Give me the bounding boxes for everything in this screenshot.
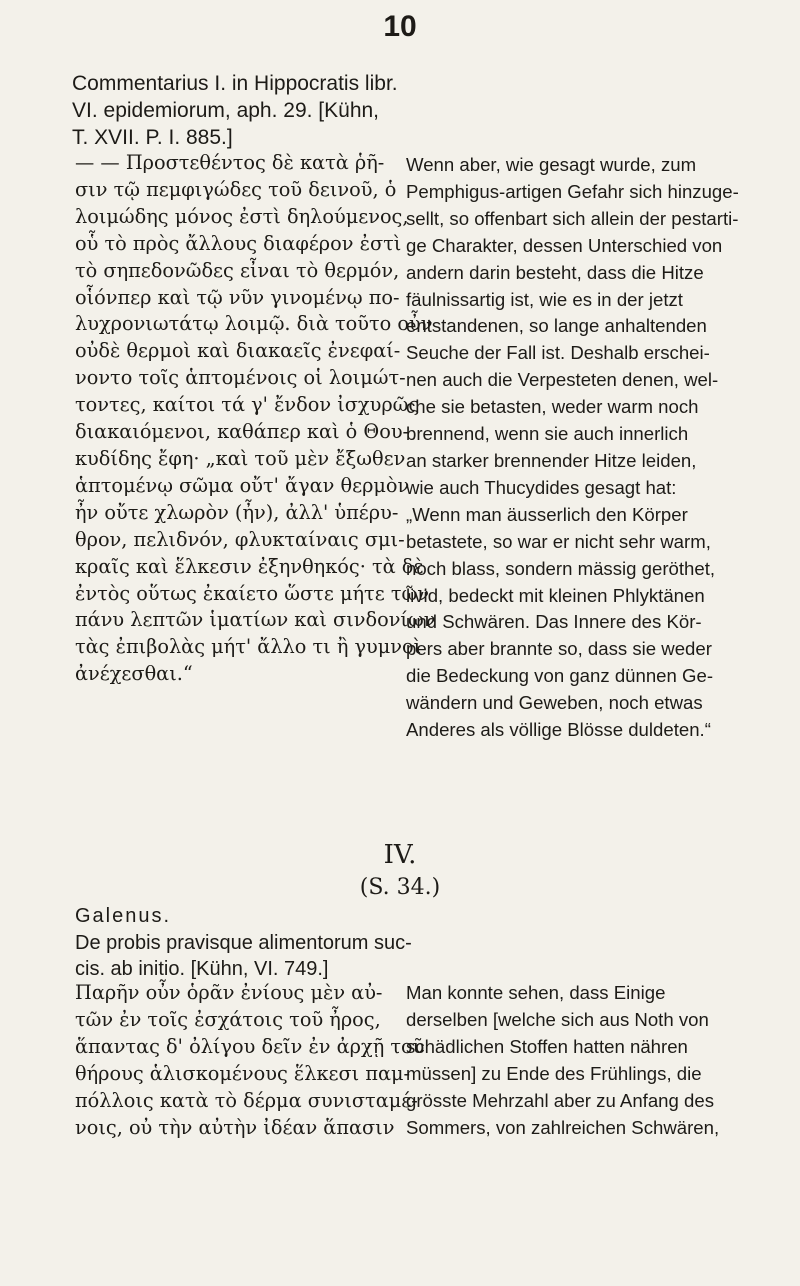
section-reference: (S. 34.): [359, 875, 441, 900]
page-number: 10: [383, 10, 417, 43]
german-line: che sie betasten, weder warm noch: [406, 396, 699, 418]
greek-line: τοντες, καίτοι τά γ' ἔνδον ἰσχυρῶς: [75, 393, 420, 417]
greek-column-1: [75, 150, 436, 688]
german-line: derselben [welche sich aus Noth von: [406, 1008, 709, 1030]
greek-line: — — Προστεθέντος δὲ κατὰ ῥῆ-: [75, 151, 385, 174]
german-line: sellt, so offenbart sich allein der pestarti-: [406, 207, 739, 229]
header-citation: [72, 70, 752, 151]
header-line: T. XVII. P. I. 885.]: [72, 126, 233, 149]
greek-line: κραῖς καὶ ἕλκεσιν ἐξηνθηκός· τὰ δὲ: [75, 554, 424, 578]
german-line: die Bedeckung von ganz dünnen Ge-: [406, 665, 714, 687]
german-line: andern darin besteht, dass die Hitze: [406, 261, 704, 283]
greek-line: τὰς ἐπιβολὰς μήτ' ἄλλο τι ἢ γυμνοὶ: [75, 635, 422, 659]
work-line: cis. ab initio. [Kühn, VI. 749.]: [75, 958, 329, 980]
greek-line: οὐδὲ θερμοὶ καὶ διακαεῖς ἐνεφαί-: [75, 339, 401, 363]
german-line: brennend, wenn sie auch innerlich: [406, 423, 689, 445]
german-line: Pemphigus-artigen Gefahr sich hinzuge-: [406, 180, 739, 202]
german-line: Man konnte sehen, dass Einige: [406, 982, 666, 1003]
greek-line: θήρους ἁλισκομένους ἕλκεσι παμ-: [75, 1061, 411, 1085]
german-line: noch blass, sondern mässig geröthet,: [406, 557, 716, 579]
greek-line: διακαιόμενοι, καθάπερ καὶ ὁ Θου-: [75, 420, 410, 444]
greek-line: Παρῆν οὖν ὁρᾶν ἐνίους μὲν αὐ-: [75, 981, 383, 1004]
author-name: Galenus.: [75, 905, 172, 927]
german-line: betastete, so war er nicht sehr warm,: [406, 530, 711, 552]
german-line: wie auch Thucydides gesagt hat:: [406, 476, 677, 498]
german-line: „Wenn man äusserlich den Körper: [406, 503, 688, 525]
greek-column-2: [75, 980, 425, 1141]
greek-line: ἁπτομένῳ σῶμα οὔτ' ἄγαν θερμὸν: [75, 473, 410, 497]
german-line: Seuche der Fall ist. Deshalb erschei-: [406, 342, 710, 364]
german-line: entstandenen, so lange anhaltenden: [406, 315, 707, 337]
greek-line: νοντο τοῖς ἁπτομένοις οἱ λοιμώτ-: [75, 366, 406, 390]
german-line: livid, bedeckt mit kleinen Phlyktänen: [406, 584, 705, 606]
german-line: müssen] zu Ende des Frühlings, die: [406, 1062, 702, 1084]
greek-line: τῶν ἐν τοῖς ἐσχάτοις τοῦ ἦρος,: [75, 1007, 381, 1031]
greek-line: πόλλοις κατὰ τὸ δέρμα συνισταμέ-: [75, 1088, 418, 1112]
greek-line: ἅπαντας δ' ὀλίγου δεῖν ἐν ἀρχῇ τοῦ: [75, 1034, 425, 1058]
german-line: Wenn aber, wie gesagt wurde, zum: [406, 154, 697, 175]
greek-line: κυδίδης ἔφη· „καὶ τοῦ μὲν ἔξωθεν: [75, 446, 406, 470]
german-line: Sommers, von zahlreichen Schwären,: [406, 1116, 720, 1138]
german-line: schädlichen Stoffen hatten nähren: [406, 1035, 688, 1057]
german-line: Anderes als völlige Blösse duldeten.“: [406, 719, 711, 741]
greek-line: οὗ τὸ πρὸς ἄλλους διαφέρον ἐστὶ: [75, 231, 402, 255]
greek-line: ἀνέχεσθαι.“: [75, 662, 193, 686]
german-line: und Schwären. Das Innere des Kör-: [406, 611, 702, 633]
greek-line: τὸ σηπεδονῶδες εἶναι τὸ θερμόν,: [75, 258, 400, 282]
greek-line: λυχρονιωτάτῳ λοιμῷ. διὰ τοῦτο οὖν: [75, 312, 433, 336]
section-number: IV.: [383, 840, 417, 870]
greek-line: ἐντὸς οὕτως ἐκαίετο ὥστε μήτε τῶν: [75, 581, 429, 605]
german-line: fäulnissartig ist, wie es in der jetzt: [406, 288, 683, 310]
german-line: wändern und Geweben, noch etwas: [406, 692, 703, 714]
german-line: ge Charakter, dessen Unterschied von: [406, 234, 723, 256]
greek-line: ἦν οὔτε χλωρὸν (ἦν), ἀλλ' ὑπέρυ-: [75, 500, 399, 524]
german-column-1: [406, 152, 739, 744]
work-line: De probis pravisque alimentorum suc-: [75, 932, 412, 954]
german-column-2: [406, 980, 736, 1141]
header-line: Commentarius I. in Hippocratis libr.: [72, 72, 398, 95]
greek-line: οἷόνπερ καὶ τῷ νῦν γινομένῳ πο-: [75, 285, 400, 309]
greek-line: θρον, πελιδνόν, φλυκταίναις σμι-: [75, 527, 405, 551]
work-citation: [75, 930, 755, 982]
german-line: grösste Mehrzahl aber zu Anfang des: [406, 1089, 715, 1111]
german-line: pers aber brannte so, dass sie weder: [406, 638, 712, 660]
header-line: VI. epidemiorum, aph. 29. [Kühn,: [72, 99, 380, 122]
greek-line: νοις, οὐ τὴν αὐτὴν ἰδέαν ἅπασιν: [75, 1115, 395, 1139]
german-line: an starker brennender Hitze leiden,: [406, 449, 697, 471]
greek-line: σιν τῷ πεμφιγώδες τοῦ δεινοῦ, ὁ: [75, 177, 397, 201]
greek-line: πάνυ λεπτῶν ἱματίων καὶ σινδονίων: [75, 608, 436, 632]
greek-line: λοιμώδης μόνος ἐστὶ δηλούμενος,: [75, 204, 409, 228]
german-line: nen auch die Verpesteten denen, wel-: [406, 369, 719, 391]
